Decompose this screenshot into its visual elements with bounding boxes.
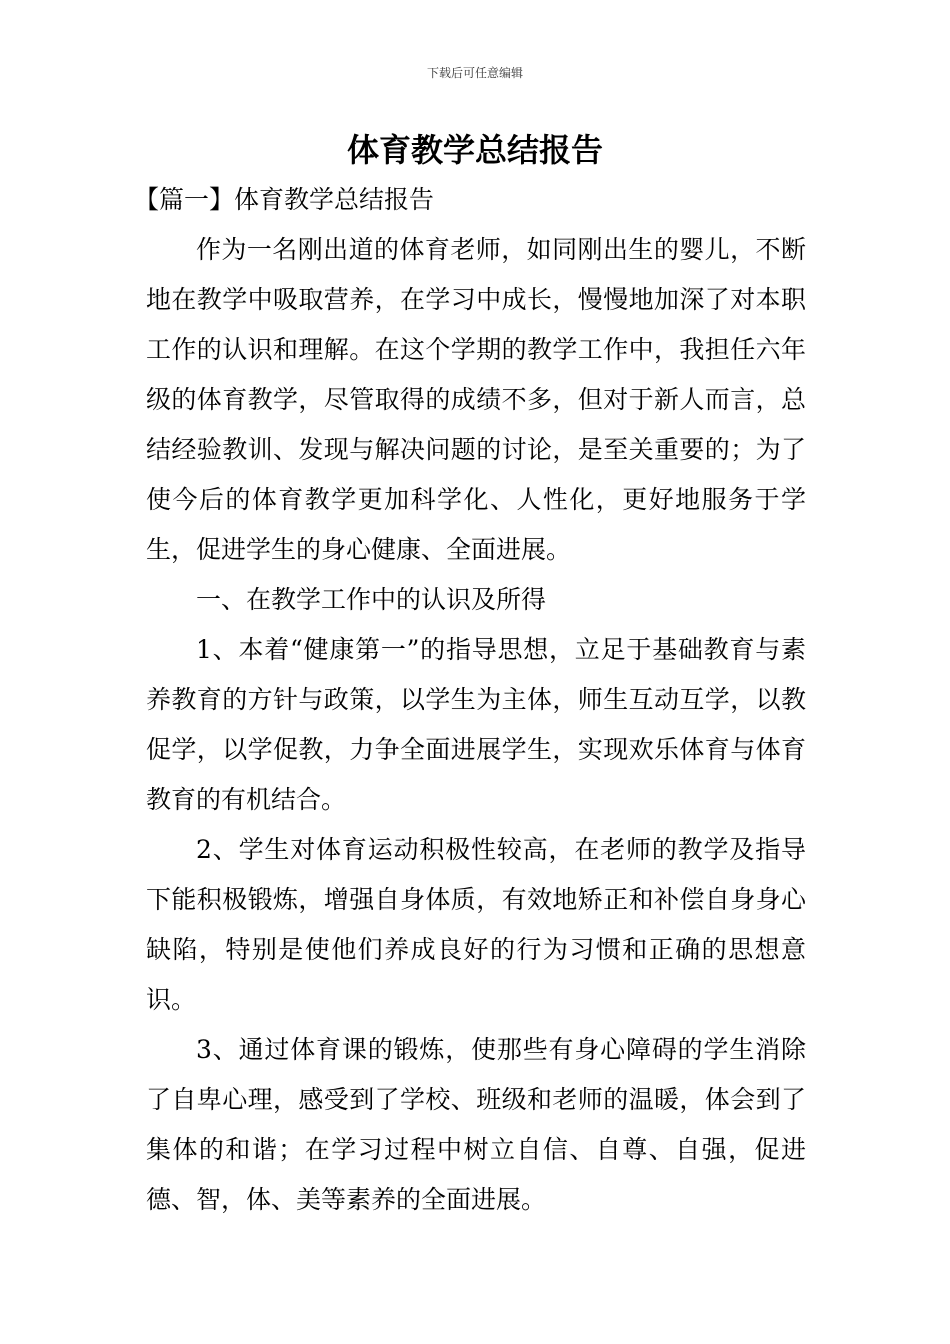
paragraph-point-1: 1、本着“健康第一”的指导思想，立足于基础教育与素养教育的方针与政策，以学生为主体，师生互动互学，以教促学，以学促教，力争全面进展学生，实现欢乐体育与体育教育的有机结合。 [146,635,806,814]
page-header-note: 下载后可任意编辑 [426,66,523,80]
paragraph-point-3: 3、通过体育课的锻炼，使那些有身心障碍的学生消除了自卑心理，感受到了学校、班级和老师的温暖，体会到了集体的和谐；在学习过程中树立自信、自尊、自强，促进德、智，体、美等素养的全面进展。 [146,1035,806,1214]
paragraph-point-2: 2、学生对体育运动积极性较高，在老师的教学及指导下能积极锻炼，增强自身体质，有效地矫正和补偿自身身心缺陷，特别是使他们养成良好的行为习惯和正确的思想意识。 [146,835,806,1014]
document-body [134,175,806,1225]
document-title: 体育教学总结报告 [346,131,603,169]
paragraph-subheading: 一、在教学工作中的认识及所得 [196,585,547,614]
paragraph-intro: 作为一名刚出道的体育老师，如同刚出生的婴儿，不断地在教学中吸取营养，在学习中成长，慢慢地加深了对本职工作的认识和理解。在这个学期的教学工作中，我担任六年级的体育教学，尽管取得的成绩不多，但对于新人而言，总结经验教训、发现与解决问题的讨论，是至关重要的；为了使今后的体育教学更加科学化、人性化，更好地服务于学生，促进学生的身心健康、全面进展。 [146,235,806,564]
section-heading: 【篇一】体育教学总结报告 [134,185,435,214]
